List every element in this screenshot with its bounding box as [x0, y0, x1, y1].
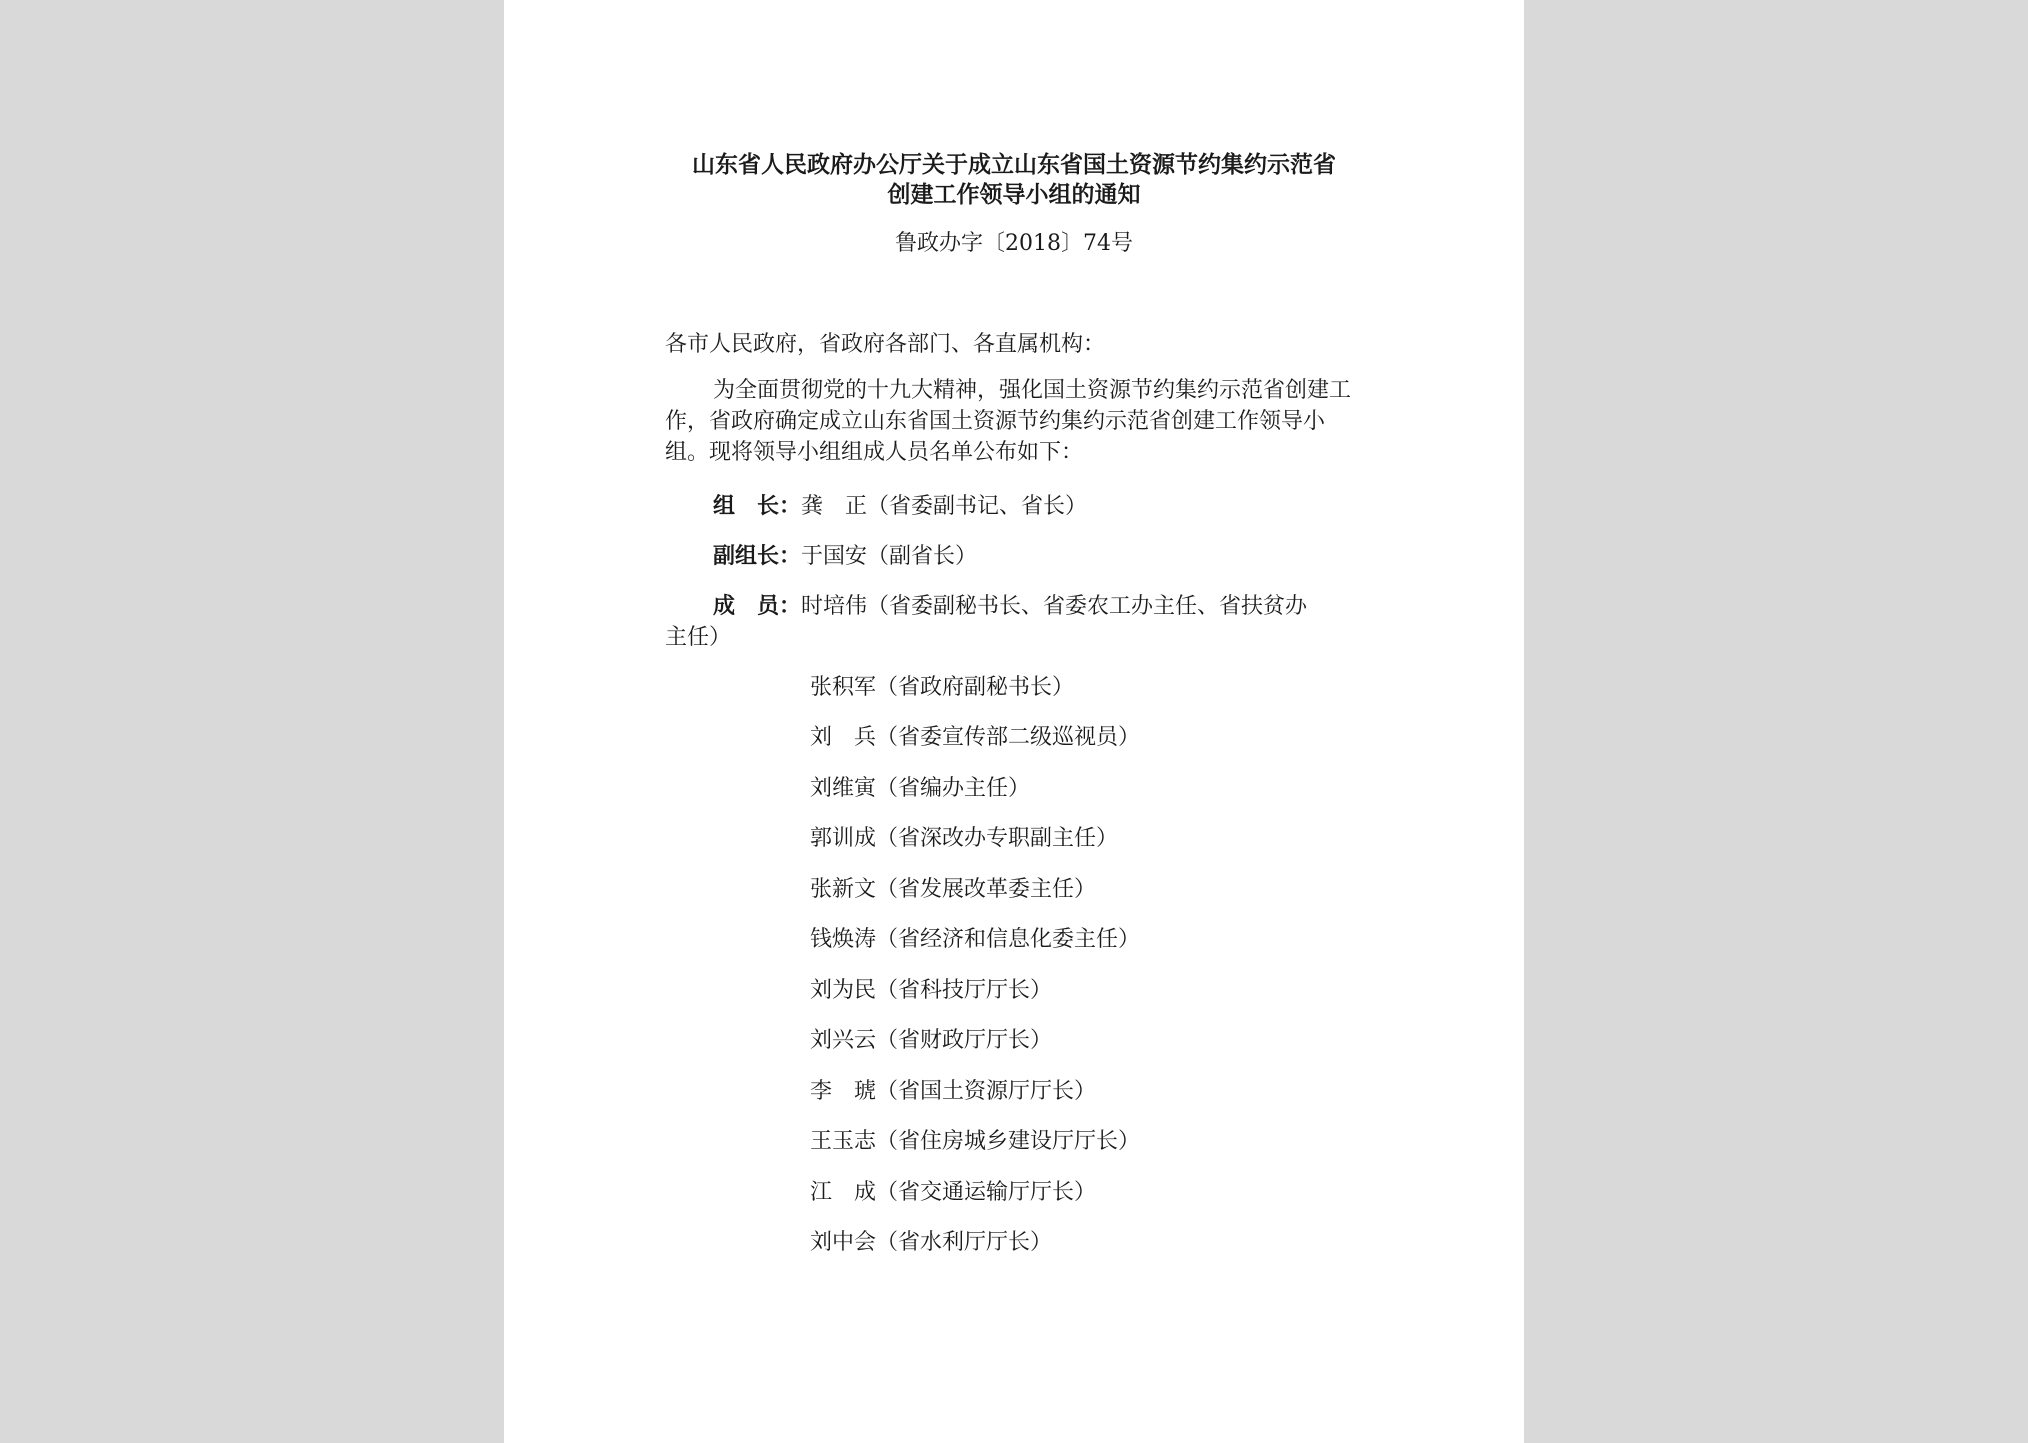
member-item: 刘为民（省科技厅厅长） [810, 978, 1053, 1003]
document-number: 鲁政办字〔2018〕74号 [895, 231, 1133, 256]
leader-role-label: 组 长： [713, 493, 802, 519]
intro-paragraph: 为全面贯彻党的十九大精神，强化国土资源节约集约示范省创建工作，省政府确定成立山东省国土资源节约集约示范省创建工作领导小组。现将领导小组组成人员名单公布如下： [665, 378, 1352, 465]
member-item: 王玉志（省住房城乡建设厅厅长） [810, 1129, 1141, 1154]
title-line-1: 山东省人民政府办公厅关于成立山东省国土资源节约集约示范省 [692, 151, 1336, 178]
title-line-2: 创建工作领导小组的通知 [887, 181, 1141, 208]
document-page [504, 0, 1524, 1443]
member-item: 李 琥（省国土资源厅厅长） [810, 1079, 1097, 1104]
members-first-entry-continued: 主任） [665, 625, 732, 650]
member-item: 张积军（省政府副秘书长） [810, 675, 1075, 700]
member-item: 张新文（省发展改革委主任） [810, 877, 1097, 902]
members-first-entry: 时培伟（省委副秘书长、省委农工办主任、省扶贫办 [801, 594, 1308, 619]
deputy-row [713, 539, 977, 570]
member-item: 刘维寅（省编办主任） [810, 776, 1031, 801]
member-item: 江 成（省交通运输厅厅长） [810, 1180, 1097, 1205]
member-item: 刘兴云（省财政厅厅长） [810, 1028, 1053, 1053]
members-row [713, 589, 1307, 620]
member-item: 刘中会（省水利厅厅长） [810, 1230, 1053, 1255]
leader-row [713, 489, 1087, 520]
member-item: 钱焕涛（省经济和信息化委主任） [810, 927, 1141, 952]
deputy-entry: 于国安（副省长） [801, 544, 978, 569]
salutation: 各市人民政府，省政府各部门、各直属机构： [665, 332, 1106, 357]
member-item: 刘 兵（省委宣传部二级巡视员） [810, 725, 1141, 750]
members-role-label: 成 员： [713, 593, 802, 619]
member-item: 郭训成（省深改办专职副主任） [810, 826, 1119, 851]
deputy-role-label: 副组长： [713, 543, 802, 569]
leader-entry: 龚 正（省委副书记、省长） [801, 494, 1088, 519]
